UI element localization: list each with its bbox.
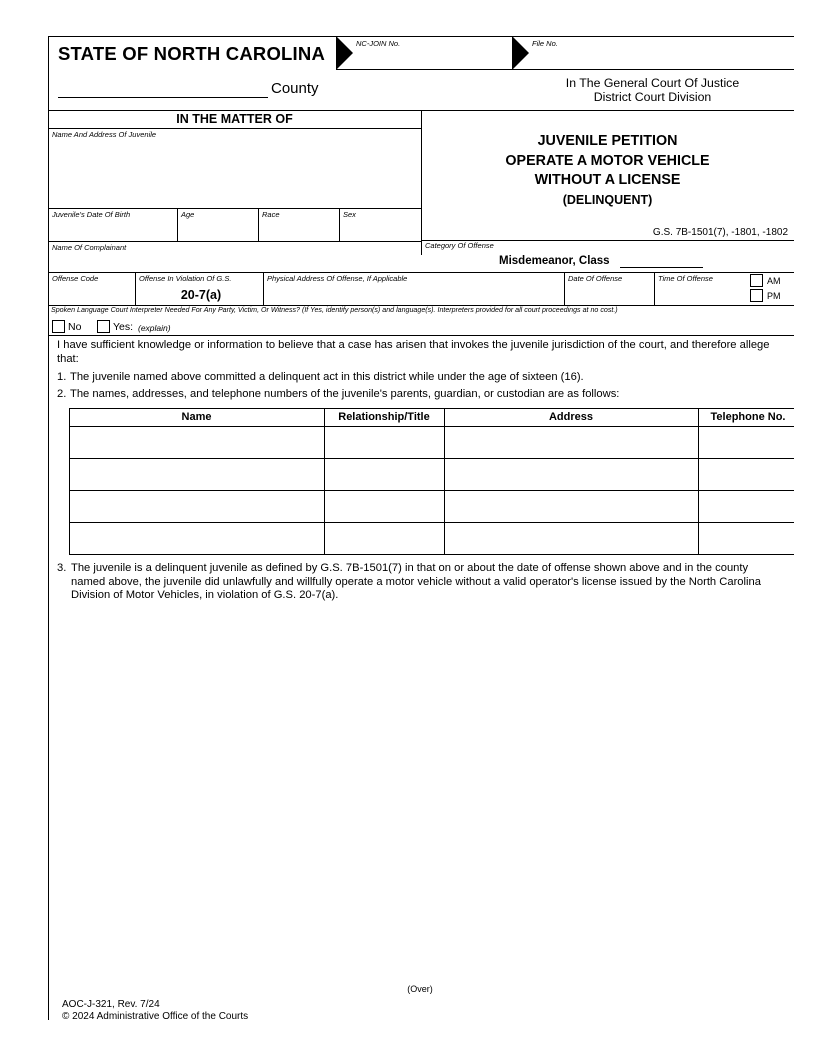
race-label: Race [262, 210, 280, 219]
address-divider [564, 272, 565, 305]
interpreter-explain-label: (explain) [138, 323, 171, 333]
title-line-2: OPERATE A MOTOR VEHICLE [505, 152, 710, 169]
name-address-label: Name And Address Of Juvenile [52, 130, 157, 139]
offense-row-top-rule [48, 272, 794, 273]
item-3-number: 3. [57, 562, 67, 574]
interpreter-question: Spoken Language Court Interpreter Needed For Any Party, Victim, Or Witness? (If Yes, identify person(s) and language(s). Interpreters provided for all court proceedings at no cost.) [51, 306, 618, 314]
offense-code-label: Offense Code [52, 274, 99, 283]
file-no-label: File No. [532, 39, 558, 48]
table-row[interactable] [70, 491, 794, 522]
complainant-field[interactable] [52, 253, 417, 270]
state-title: STATE OF NORTH CAROLINA [58, 43, 326, 64]
pm-checkbox[interactable] [750, 289, 763, 302]
age-label: Age [181, 210, 195, 219]
left-border [48, 36, 49, 1020]
category-label: Category Of Offense [425, 241, 494, 250]
table-bottom-rule [69, 554, 794, 555]
age-divider [177, 208, 178, 241]
complainant-row-rule [48, 241, 421, 242]
interpreter-no-label: No [68, 321, 82, 333]
item-2-text: The names, addresses, and telephone numbers of the juvenile's parents, guardian, or custodian are as follows: [70, 388, 620, 400]
table-header-telephone: Telephone No. [710, 411, 786, 423]
interpreter-explain-field[interactable] [178, 319, 788, 333]
title-line-1: JUVENILE PETITION [537, 133, 678, 149]
title-line-3: WITHOUT A LICENSE [534, 172, 681, 188]
file-no-field[interactable] [532, 50, 787, 68]
sex-label: Sex [343, 210, 356, 219]
item-1-number: 1. [57, 371, 67, 383]
violation-label: Offense In Violation Of G.S. [139, 274, 232, 283]
matter-heading-rule [48, 128, 421, 129]
form-title [421, 132, 794, 210]
complainant-label: Name Of Complainant [52, 243, 127, 252]
court-line-2: District Court Division [593, 90, 712, 104]
item-2-number: 2. [57, 388, 67, 400]
interpreter-yes-label: Yes: [113, 321, 134, 333]
class-underline[interactable] [620, 267, 703, 268]
dob-label: Juvenile's Date Of Birth [52, 210, 131, 219]
nc-join-field[interactable] [356, 50, 506, 68]
interpreter-yes-checkbox[interactable] [97, 320, 110, 333]
am-checkbox[interactable] [750, 274, 763, 287]
item-1-text: The juvenile named above committed a delinquent act in this district while under the age of sixteen (16). [70, 371, 584, 383]
table-row[interactable] [70, 459, 794, 490]
table-row[interactable] [70, 523, 794, 554]
table-header-relationship: Relationship/Title [338, 411, 430, 423]
statute-reference: G.S. 7B-1501(7), -1801, -1802 [652, 227, 788, 238]
offense-code-divider [135, 272, 136, 305]
offense-date-label: Date Of Offense [568, 274, 623, 283]
violation-divider [263, 272, 264, 305]
form-number: AOC-J-321, Rev. 7/24 [62, 999, 160, 1010]
am-label: AM [767, 276, 781, 286]
sex-divider [339, 208, 340, 241]
table-top-rule [69, 408, 794, 409]
court-line-1: In The General Court Of Justice [565, 76, 740, 90]
nc-join-arrow-icon [337, 37, 353, 69]
offense-time-label: Time Of Offense [658, 274, 713, 283]
table-header-address: Address [548, 411, 594, 423]
file-no-arrow-icon [513, 37, 529, 69]
title-line-4: (DELINQUENT) [562, 192, 653, 207]
nc-join-label: NC-JOIN No. [356, 39, 401, 48]
category-value: Misdemeanor, Class [499, 255, 610, 267]
top-border [48, 36, 794, 37]
dob-row-rule [48, 208, 421, 209]
offense-address-label: Physical Address Of Offense, If Applicable [267, 274, 408, 283]
county-underline[interactable] [58, 97, 268, 98]
body-top-rule [48, 335, 794, 336]
header-rule [336, 69, 794, 70]
table-row[interactable] [70, 427, 794, 458]
matter-heading: IN THE MATTER OF [176, 112, 293, 126]
copyright: © 2024 Administrative Office of the Courts [62, 1011, 249, 1022]
intro-paragraph: I have sufficient knowledge or information to believe that a case has arisen that invokes the juvenile jurisdiction of the court, and therefore allege that: [57, 339, 770, 365]
name-address-field[interactable] [52, 141, 417, 207]
date-divider [654, 272, 655, 305]
over-note: (Over) [407, 984, 433, 994]
interpreter-no-checkbox[interactable] [52, 320, 65, 333]
court-name [530, 76, 775, 104]
county-label: County [271, 80, 319, 97]
race-divider [258, 208, 259, 241]
violation-value: 20-7(a) [180, 288, 222, 302]
table-header-name: Name [181, 411, 212, 423]
item-3-text: The juvenile is a delinquent juvenile as defined by G.S. 7B-1501(7) in that on or about the date of offense shown above and in the county named above, the juvenile did unlawfully and willfully operate a motor vehicle without a valid operator's license issued by the North Carolina Division of Motor Vehicles, in violation of G.S. 20-7(a). [71, 562, 761, 601]
pm-label: PM [767, 291, 781, 301]
